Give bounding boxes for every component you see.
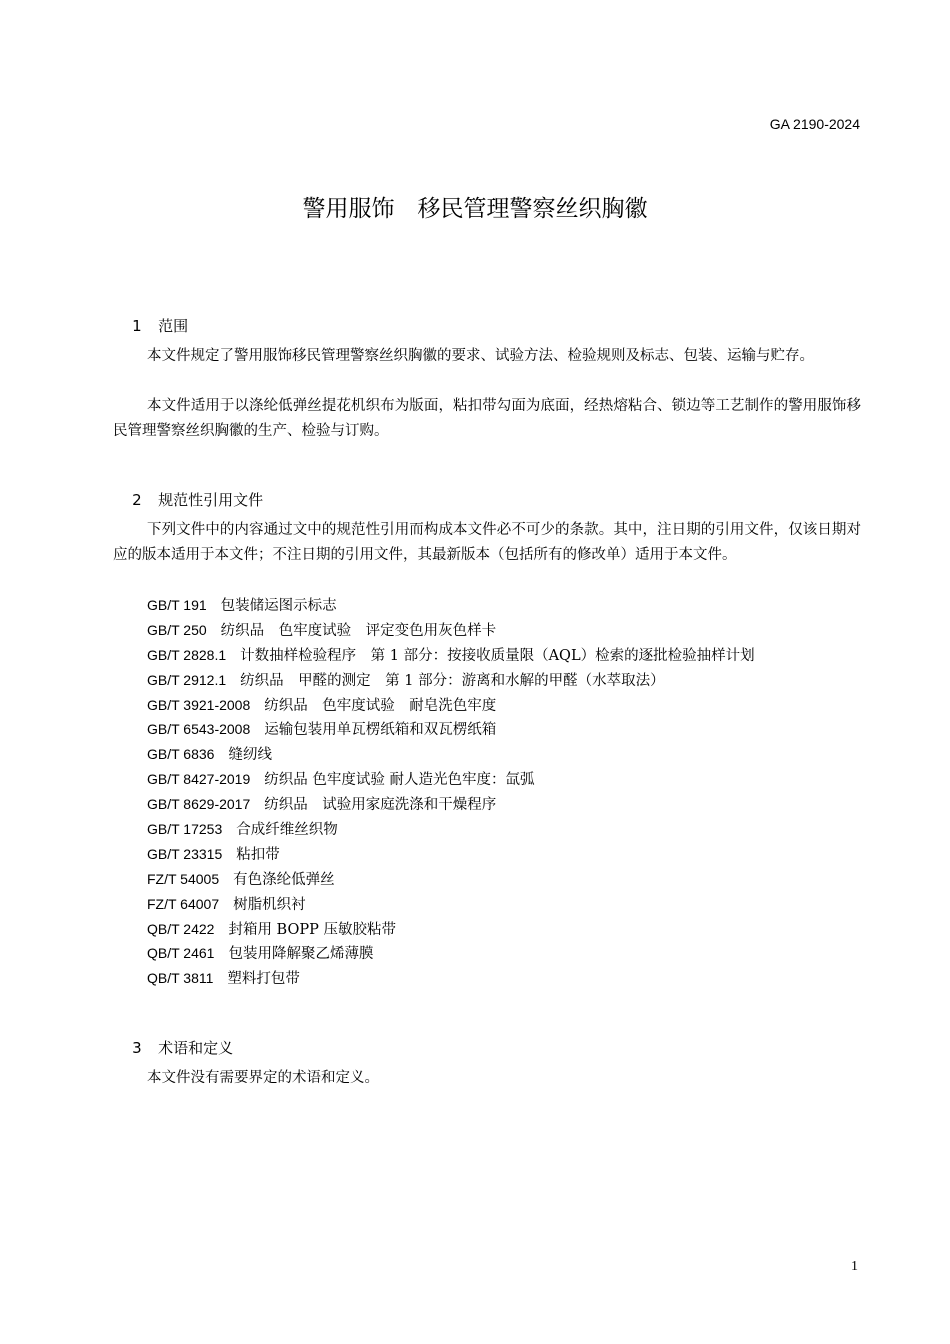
reference-code: QB/T 3811 bbox=[147, 970, 214, 987]
reference-code: GB/T 191 bbox=[147, 597, 207, 613]
reference-item bbox=[147, 867, 755, 892]
references-intro-paragraph: 下列文件中的内容通过文中的规范性引用而构成本文件必不可少的条款。其中，注日期的引用文件，仅该日期对应的版本适用于本文件；不注日期的引用文件，其最新版本（包括所有的修改单）适用于本文件。 bbox=[113, 522, 861, 563]
page-number: 1 bbox=[851, 1259, 858, 1274]
reference-title: 纺织品 试验用家庭洗涤和干燥程序 bbox=[264, 797, 497, 814]
reference-item bbox=[147, 717, 755, 742]
standard-code: GA 2190-2024 bbox=[769, 116, 860, 132]
reference-code: GB/T 2828.1 bbox=[147, 646, 227, 663]
reference-code: GB/T 17253 bbox=[147, 821, 223, 838]
reference-code: GB/T 23315 bbox=[147, 845, 223, 862]
section-title: 范围 bbox=[158, 317, 189, 335]
reference-item bbox=[147, 842, 755, 867]
reference-item bbox=[147, 792, 755, 817]
reference-code: GB/T 6543-2008 bbox=[147, 721, 251, 738]
reference-title: 粘扣带 bbox=[236, 846, 280, 863]
reference-list bbox=[147, 593, 755, 991]
section-number: 1 bbox=[132, 317, 142, 335]
reference-code: GB/T 2912.1 bbox=[147, 671, 227, 688]
reference-title: 包装储运图示标志 bbox=[220, 598, 337, 614]
reference-title: 封箱用 BOPP 压敏胶粘带 bbox=[228, 921, 396, 938]
reference-code: FZ/T 54005 bbox=[147, 870, 220, 887]
reference-code: GB/T 8629-2017 bbox=[147, 796, 251, 813]
reference-title: 包装用降解聚乙烯薄膜 bbox=[228, 946, 374, 963]
reference-code: GB/T 8427-2019 bbox=[147, 771, 251, 788]
reference-title: 纺织品 甲醛的测定 第 1 部分：游离和水解的甲醛（水萃取法） bbox=[240, 672, 665, 689]
section-number: 2 bbox=[132, 491, 142, 509]
reference-title: 纺织品 色牢度试验 耐人造光色牢度：氙弧 bbox=[264, 772, 535, 789]
reference-code: GB/T 3921-2008 bbox=[147, 696, 251, 713]
terms-paragraph: 本文件没有需要界定的术语和定义。 bbox=[147, 1070, 379, 1086]
reference-code: QB/T 2422 bbox=[147, 920, 215, 937]
reference-item bbox=[147, 767, 755, 792]
reference-item bbox=[147, 668, 755, 693]
reference-title: 缝纫线 bbox=[228, 747, 272, 764]
reference-title: 计数抽样检验程序 第 1 部分：按接收质量限（AQL）检索的逐批检验抽样计划 bbox=[240, 647, 755, 664]
scope-paragraph: 本文件适用于以涤纶低弹丝提花机织布为版面，粘扣带勾面为底面，经热熔粘合、锁边等工艺制作的警用服饰移民管理警察丝织胸徽的生产、检验与订购。 bbox=[113, 398, 861, 439]
reference-code: GB/T 250 bbox=[147, 621, 207, 638]
reference-item bbox=[147, 618, 755, 643]
section-title: 术语和定义 bbox=[158, 1039, 234, 1057]
reference-title: 运输包装用单瓦楞纸箱和双瓦楞纸箱 bbox=[264, 722, 497, 739]
reference-title: 树脂机织衬 bbox=[233, 896, 306, 913]
reference-item bbox=[147, 966, 755, 991]
reference-code: GB/T 6836 bbox=[147, 746, 215, 763]
reference-item bbox=[147, 917, 755, 942]
reference-item bbox=[147, 693, 755, 718]
reference-title: 纺织品 色牢度试验 耐皂洗色牢度 bbox=[264, 697, 497, 714]
reference-code: FZ/T 64007 bbox=[147, 895, 220, 912]
section-title: 规范性引用文件 bbox=[158, 491, 264, 509]
reference-title: 合成纤维丝织物 bbox=[236, 822, 338, 839]
reference-title: 纺织品 色牢度试验 评定变色用灰色样卡 bbox=[220, 622, 497, 639]
reference-item bbox=[147, 892, 755, 917]
reference-item bbox=[147, 643, 755, 668]
reference-item bbox=[147, 742, 755, 767]
reference-item bbox=[147, 941, 755, 966]
reference-title: 有色涤纶低弹丝 bbox=[233, 871, 335, 888]
reference-title: 塑料打包带 bbox=[227, 971, 300, 988]
document-title: 警用服饰 移民管理警察丝织胸徽 bbox=[302, 196, 648, 222]
scope-paragraph: 本文件规定了警用服饰移民管理警察丝织胸徽的要求、试验方法、检验规则及标志、包装、运输与贮存。 bbox=[147, 348, 814, 364]
section-number: 3 bbox=[132, 1039, 142, 1057]
reference-item bbox=[147, 593, 755, 618]
reference-item bbox=[147, 817, 755, 842]
reference-code: QB/T 2461 bbox=[147, 945, 215, 962]
